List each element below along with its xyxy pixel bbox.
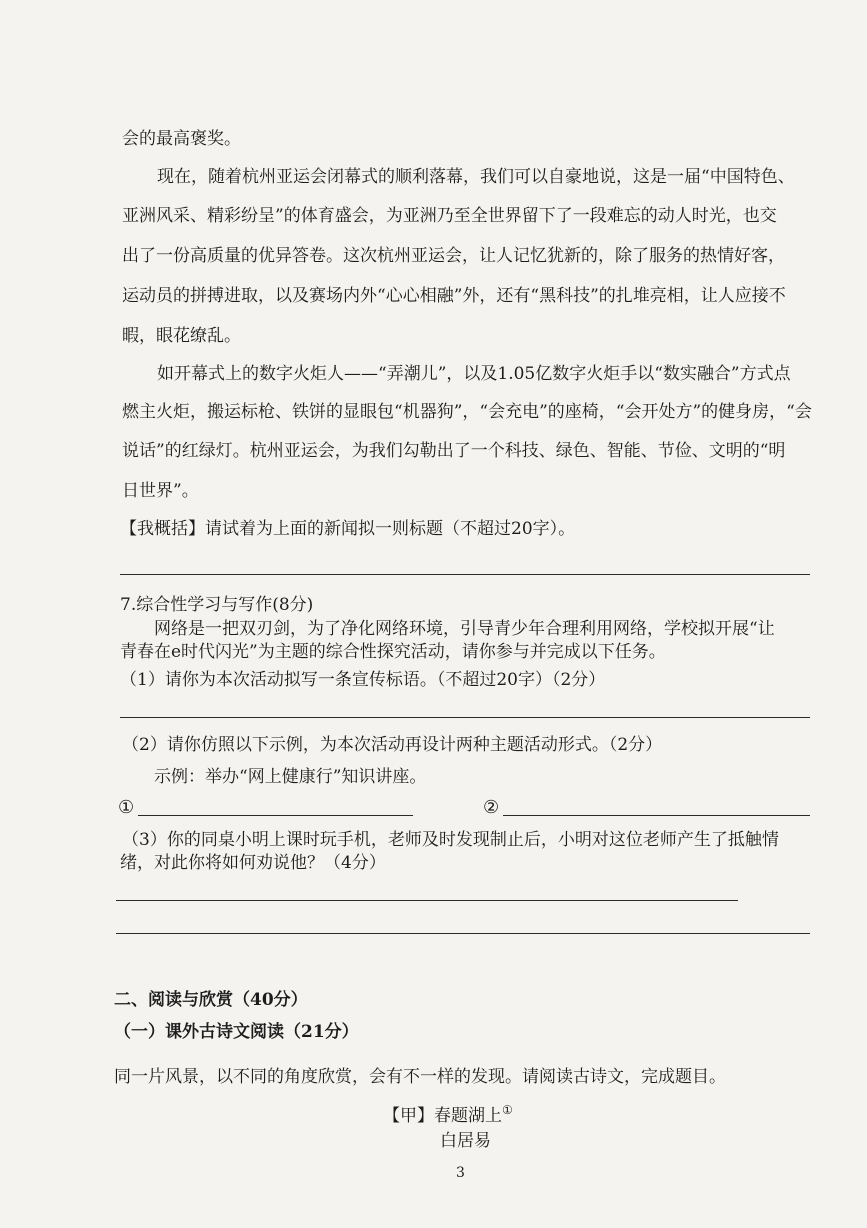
q7-sub2: （2）请你仿照以下示例，为本次活动再设计两种主题活动形式。（2分）: [122, 735, 663, 755]
blank-marker-1: ①: [118, 797, 135, 818]
answer-line-persuade-1[interactable]: [116, 900, 738, 901]
answer-line-activity-1[interactable]: [138, 815, 413, 816]
q7-sub3-line-1: （3）你的同桌小明上课时玩手机，老师及时发现制止后，小明对这位老师产生了抵触情: [122, 830, 779, 850]
answer-line-slogan[interactable]: [120, 717, 810, 718]
passage-line-5: 运动员的拼搏进取，以及赛场内外“心心相融”外，还有“黑科技”的扎堆亮相，让人应接不: [122, 286, 786, 306]
q7-sub3-line-2: 绪，对此你将如何劝说他？（4分）: [120, 853, 386, 873]
answer-line-title[interactable]: [120, 574, 810, 575]
passage-line-10: 日世界”。: [122, 481, 199, 501]
passage-line-9: 说话”的红绿灯。杭州亚运会，为我们勾勒出了一个科技、绿色、智能、节俭、文明的“明: [122, 441, 786, 461]
poem-title: 【甲】春题湖上: [383, 1106, 502, 1126]
q7-title: 7.综合性学习与写作(8分): [120, 595, 314, 615]
q7-sub1: （1）请你为本次活动拟写一条宣传标语。（不超过20字）（2分）: [120, 670, 606, 690]
passage-line-2: 现在，随着杭州亚运会闭幕式的顺利落幕，我们可以自豪地说，这是一届“中国特色、: [157, 167, 795, 187]
poem-title-row: [383, 1099, 513, 1127]
poem-footnote-marker: ①: [502, 1103, 513, 1117]
section2-title: 二、阅读与欣赏（40分）: [114, 990, 308, 1010]
section2-intro: 同一片风景，以不同的角度欣赏，会有不一样的发现。请阅读古诗文，完成题目。: [114, 1067, 726, 1087]
passage-line-7: 如开幕式上的数字火炬人——“弄潮儿”，以及1.05亿数字火炬手以“数实融合”方式点: [157, 364, 791, 384]
section2-subtitle: （一）课外古诗文阅读（21分）: [114, 1022, 359, 1042]
q7-intro-line-2: 青春在e时代闪光”为主题的综合性探究活动，请你参与并完成以下任务。: [120, 642, 666, 662]
summary-task: 【我概括】请试着为上面的新闻拟一则标题（不超过20字）。: [120, 519, 576, 539]
passage-line-8: 燃主火炬，搬运标枪、铁饼的显眼包“机器狗”，“会充电”的座椅，“会开处方”的健身房，“会: [122, 402, 812, 422]
q7-example: 示例：举办“网上健康行”知识讲座。: [154, 767, 427, 787]
passage-line-4: 出了一份高质量的优异答卷。这次杭州亚运会，让人记忆犹新的，除了服务的热情好客，: [122, 246, 785, 266]
answer-line-persuade-2[interactable]: [116, 933, 810, 934]
poem-author: 白居易: [440, 1131, 491, 1151]
passage-line-3: 亚洲风采、精彩纷呈”的体育盛会，为亚洲乃至全世界留下了一段难忘的动人时光，也交: [122, 206, 777, 226]
page-number: 3: [456, 1165, 465, 1181]
q7-intro-line-1: 网络是一把双刃剑，为了净化网络环境，引导青少年合理利用网络，学校拟开展“让: [154, 619, 775, 639]
passage-line-1: 会的最高褒奖。: [122, 129, 241, 149]
answer-line-activity-2[interactable]: [503, 815, 810, 816]
blank-marker-2: ②: [483, 797, 500, 818]
passage-line-6: 暇，眼花缭乱。: [122, 326, 241, 346]
